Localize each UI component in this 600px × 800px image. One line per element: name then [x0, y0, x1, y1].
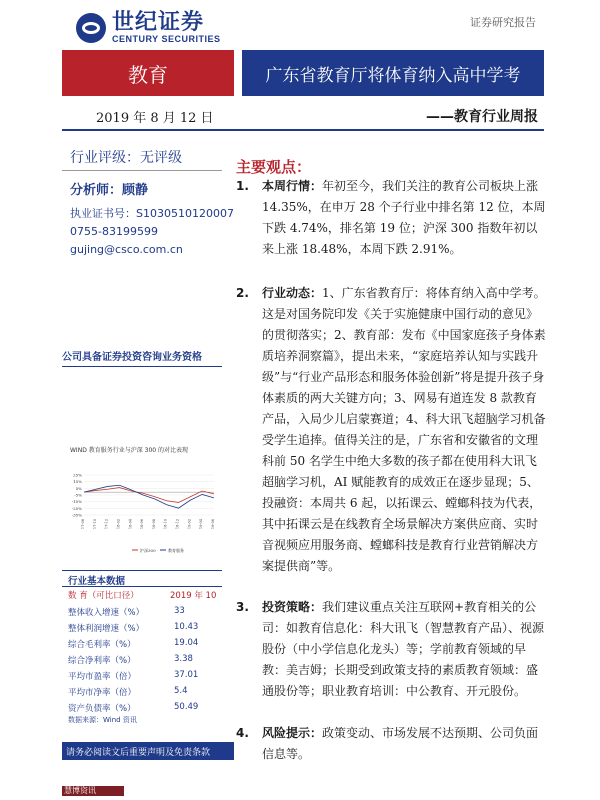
email-address: gujing@csco.com.cn [70, 243, 183, 256]
table-row [62, 604, 222, 620]
row-label: 整体利润增速（%） [68, 624, 145, 634]
row-value: 37.01 [174, 670, 199, 680]
logo-name-en: CENTURY SECURITIES [112, 34, 221, 44]
report-series: ——教育行业周报 [426, 109, 538, 125]
cert-number: 执业证书号：S1030510120007 [70, 207, 234, 220]
point-text: 1、广东省教育厅：将体育纳入高中学考。这是对国务院印发《关于实施健康中国行动的意见》的贯彻落实；2、教育部：发布《中国家庭孩子身体素质培养洞察篇》，提出未来，“家庭培养认知与实践升级”与“行业产品形态和服务体验创新”将是提升孩子身体素质的两大关键方向；3、网易有道连发 8 款教育产品，入局少儿启蒙赛道；4、科大讯飞超脑学习机备受学生追捧。值得关注的是，广东省和安徽省的文理科前 50 名学生中绝大多数的孩子都在使用科大讯飞超脑学习机，AI 赋能教育的成效正在逐步显现；5、投融资：本周共 6 起，以拓课云、螳螂科技为代表，其中拓课云是在线教育全场景解决方案供应商、实时音视频应用服务商、螳螂科技是教育行业营销解决方案提供商”等。 [262, 286, 546, 573]
rating-divider [62, 170, 222, 171]
row-label: 综合净利率（%） [68, 656, 136, 666]
x-tick-label: 18-06 [140, 519, 145, 530]
sector-banner: 教育 [62, 50, 234, 96]
x-tick-label: 19-04 [199, 519, 204, 530]
table-row [62, 636, 222, 652]
main-heading: 主要观点： [236, 158, 312, 176]
y-tick-label: 5% [75, 485, 82, 491]
x-tick-label: 17-12 [104, 519, 109, 530]
report-type: 证券研究报告 [470, 16, 536, 29]
y-tick-label: 15% [73, 479, 82, 485]
point-text: 我们建议重点关注互联网+教育相关的公司：如教育信息化：科大讯飞（智慧教育产品）、视源股份（中小学信息化龙头）等；学前教育领域的早教：美吉姆；长期受到政策支持的素质教育领域：盛通股份等；职业教育培训：中公教育、开元股份。 [262, 600, 545, 698]
legend-label: 教育服务 [168, 548, 184, 553]
point-label: 行业动态： [262, 286, 323, 300]
table-title [62, 570, 222, 587]
table-row [62, 668, 222, 684]
x-tick-label: 17-10 [92, 519, 97, 530]
chart-title: WIND 教育服务行业与沪深 300 的对比表现 [70, 447, 188, 454]
row-label: 资产负债率（%） [68, 704, 136, 714]
table-row [62, 700, 222, 716]
key-point [236, 283, 546, 577]
key-point [236, 176, 546, 260]
performance-chart [62, 455, 222, 560]
disclaimer-link[interactable]: 请务必阅读文后重要声明及免责条款 [62, 742, 234, 760]
point-number: 3. [236, 600, 249, 614]
report-date: 2019 年 8 月 12 日 [96, 111, 214, 126]
analyst-name: 分析师：顾静 [70, 183, 149, 198]
company-logo [76, 12, 221, 44]
x-tick-label: 19-02 [187, 519, 192, 530]
qualification-note: 公司具备证券投资咨询业务资格 [62, 348, 222, 367]
key-point [236, 597, 546, 702]
row-value: 3.38 [174, 654, 193, 664]
row-label: 平均市盈率（倍） [68, 672, 137, 682]
x-tick-label: 18-08 [151, 519, 156, 530]
row-value: 33 [174, 606, 185, 616]
point-label: 本周行情： [262, 179, 323, 193]
y-tick-label: 25% [73, 472, 82, 478]
x-tick-label: 18-04 [128, 519, 133, 530]
y-tick-label: -5% [74, 492, 82, 498]
table-row [62, 620, 222, 636]
point-number: 1. [236, 179, 249, 193]
y-tick-label: -35% [71, 512, 82, 518]
table-row [62, 684, 222, 700]
footer-watermark: 慧博资讯 [62, 786, 124, 796]
row-value: 10.43 [174, 622, 199, 632]
row-label: 整体收入增速（%） [68, 608, 145, 618]
report-title: 广东省教育厅将体育纳入高中学考 [242, 50, 544, 96]
table-header-key: 数 育（可比口径） [68, 591, 139, 601]
y-tick-label: -15% [71, 499, 82, 505]
table-header-value: 2019 年 10 [170, 591, 217, 601]
table-source: 数据来源：Wind 资讯 [68, 716, 137, 724]
logo-icon [76, 13, 106, 43]
phone-number: 0755-83199599 [70, 225, 158, 238]
y-tick-label: -25% [71, 505, 82, 511]
header-divider [62, 129, 544, 131]
key-point [236, 723, 546, 765]
point-number: 2. [236, 286, 249, 300]
series-line [84, 485, 214, 508]
x-tick-label: 18-10 [163, 519, 168, 530]
row-value: 5.4 [174, 686, 188, 696]
row-value: 19.04 [174, 638, 199, 648]
logo-name-zh: 世纪证券 [112, 10, 205, 35]
table-row [62, 652, 222, 668]
point-text: 政策变动、市场发展不达预期、公司负面信息等。 [262, 726, 539, 761]
row-label: 平均市净率（倍） [68, 688, 137, 698]
x-tick-label: 19-06 [211, 519, 215, 530]
table-header-row [62, 587, 222, 603]
point-number: 4. [236, 726, 249, 740]
legend-label: 沪深300 [140, 548, 156, 553]
x-tick-label: 18-02 [116, 519, 121, 530]
row-value: 50.49 [174, 702, 199, 712]
point-label: 风险提示： [262, 726, 323, 740]
analyst-contact [70, 205, 234, 259]
point-label: 投资策略： [262, 600, 323, 614]
x-tick-label: 17-08 [81, 519, 85, 530]
point-text: 年初至今，我们关注的教育公司板块上涨 14.35%，在申万 28 个子行业中排名第 12 位，本周下跌 4.74%，排名第 19 位；沪深 300 指数年初以来上涨 18.48%，本周下跌 2.91%。 [262, 179, 546, 256]
x-tick-label: 18-12 [175, 519, 180, 530]
industry-rating: 行业评级：无评级 [70, 150, 182, 166]
row-label: 综合毛利率（%） [68, 640, 136, 650]
table-title-text: 行业基本数据 [68, 576, 126, 587]
